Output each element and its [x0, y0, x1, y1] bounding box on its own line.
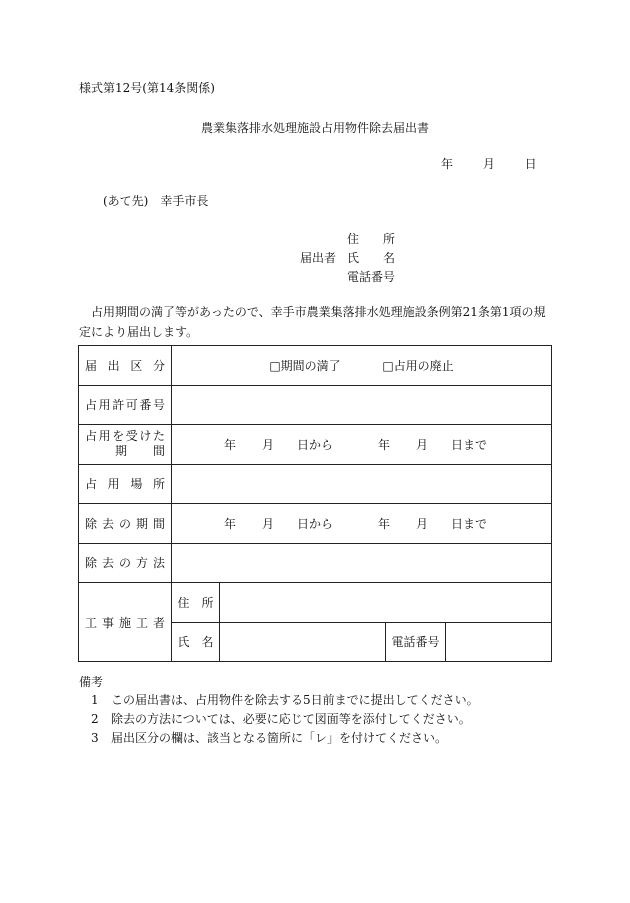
- contractor-address-field[interactable]: [220, 583, 552, 623]
- applicant-address-label: 住 所: [347, 232, 395, 246]
- occupancy-period-label: 占用を受けた 期間: [79, 425, 172, 465]
- statement-text: 占用期間の満了等があったので、幸手市農業集落排水処理施設条例第21条第1項の規定により届出します。: [79, 305, 546, 339]
- note-item: 1 この届出書は、占用物件を除去する5日前までに提出してください。: [91, 693, 479, 707]
- notes-title: 備考: [79, 675, 104, 689]
- contractor-name-label: 氏 名: [172, 622, 220, 662]
- removal-method-label: 除去の方法: [79, 543, 172, 583]
- contractor-phone-field[interactable]: [446, 622, 552, 662]
- row-location: [79, 464, 552, 504]
- date-line: [441, 155, 537, 172]
- note-item: 2 除去の方法については、必要に応じて図面等を添付してください。: [91, 712, 471, 726]
- note-item: 3 届出区分の欄は、該当となる箇所に「レ」を付けてください。: [91, 731, 448, 745]
- occupancy-period-field[interactable]: 年 月 日から 年 月 日まで: [172, 425, 552, 465]
- form-number: 様式第12号(第14条関係): [79, 81, 215, 95]
- permit-number-label: 占用許可番号: [79, 385, 172, 425]
- row-permit-number: [79, 385, 552, 425]
- row-occupancy-period: [79, 425, 552, 465]
- applicant-name-label: 氏 名: [347, 251, 395, 265]
- contractor-phone-label: 電話番号: [386, 622, 446, 662]
- contractor-name-field[interactable]: [220, 622, 386, 662]
- notes-list: [91, 691, 479, 748]
- row-contractor-address: [79, 583, 552, 623]
- contractor-address-label: 住 所: [172, 583, 220, 623]
- location-field[interactable]: [172, 464, 552, 504]
- form-title: 農業集落排水処理施設占用物件除去届出書: [200, 121, 429, 135]
- row-category: [79, 346, 552, 386]
- category-options[interactable]: [172, 346, 552, 386]
- contractor-label: 工事施工者: [79, 583, 172, 662]
- form-table: [78, 345, 552, 662]
- date-month-label: 月: [482, 157, 495, 171]
- addressee: (あて先) 幸手市長: [103, 194, 209, 208]
- removal-period-field[interactable]: 年 月 日から 年 月 日まで: [172, 504, 552, 544]
- applicant-phone-label: 電話番号: [347, 270, 396, 284]
- row-removal-period: [79, 504, 552, 544]
- option-expiry[interactable]: □期間の満了: [269, 358, 341, 373]
- date-year-label: 年: [441, 157, 454, 171]
- option-abolition[interactable]: □占用の廃止: [382, 358, 454, 373]
- applicant-role: 届出者: [300, 251, 337, 265]
- permit-number-field[interactable]: [172, 385, 552, 425]
- applicant-block: [300, 230, 395, 287]
- category-label: 届出区分: [79, 346, 172, 386]
- date-day-label: 日: [524, 157, 537, 171]
- row-removal-method: [79, 543, 552, 583]
- removal-period-label: 除去の期間: [79, 504, 172, 544]
- location-label: 占用場所: [79, 464, 172, 504]
- removal-method-field[interactable]: [172, 543, 552, 583]
